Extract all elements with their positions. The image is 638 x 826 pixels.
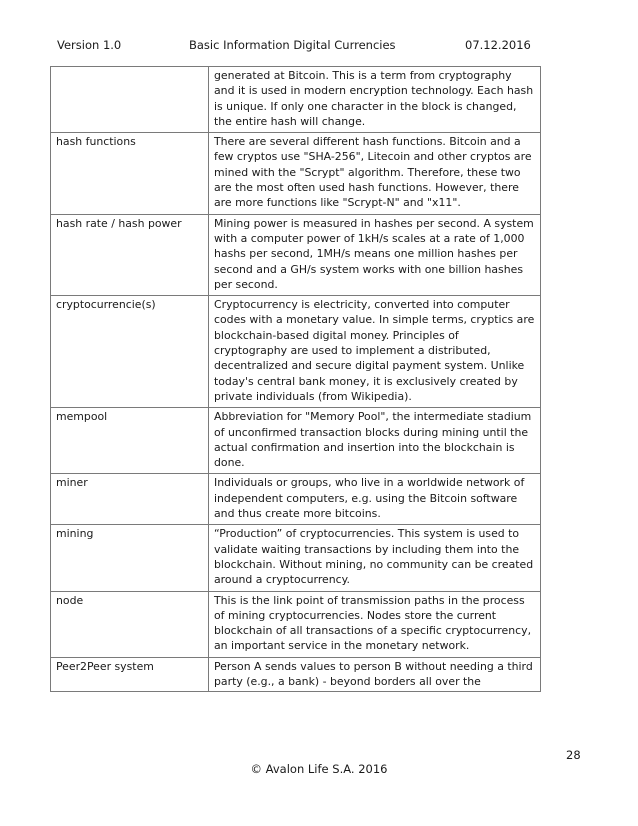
definition-cell: Cryptocurrency is electricity, converted into computer codes with a monetary value. In simple terms, cryptics are blockchain-based digital money. Principles of cryptography are used to implement a distributed, decentralized and secure digital payment system. Unlike today's central bank money, it is exclusively created by private individuals (from Wikipedia). [209,296,541,408]
definition-cell: Mining power is measured in hashes per second. A system with a computer power of 1kH/s scales at a rate of 1,000 hashs per second, 1MH/s means one million hashes per second and a GH/s system works with one billion hashes per second. [209,214,541,295]
table-row [51,591,541,657]
copyright-footer: © Avalon Life S.A. 2016 [250,762,388,776]
term-cell: mempool [51,408,209,474]
table-row [51,133,541,214]
table-row [51,525,541,591]
term-cell: Peer2Peer system [51,657,209,691]
definition-cell: “Production” of cryptocurrencies. This system is used to validate waiting transactions by including them into the blockchain. Without mining, no community can be created around a cryptocurrency. [209,525,541,591]
term-cell: miner [51,474,209,525]
table-row [51,214,541,295]
definition-cell: There are several different hash functions. Bitcoin and a few cryptos use "SHA-256", Litecoin and other cryptos are mined with the "Scrypt" algorithm. Therefore, these two are the most often used hash functions. However, there are more functions like "Scrypt-N" and "x11". [209,133,541,214]
table-row [51,67,541,133]
page-number: 28 [566,748,581,762]
table-row [51,296,541,408]
document-date: 07.12.2016 [465,38,531,52]
definition-cell: This is the link point of transmission paths in the process of mining cryptocurrencies. Nodes store the current blockchain of all transactions of a specific cryptocurrency, an important service in the monetary network. [209,591,541,657]
glossary-table [50,66,541,692]
definition-text: Person A sends values to person B without needing a third party (e.g., a bank) - beyond borders all over the [214,659,533,688]
term-cell: hash rate / hash power [51,214,209,295]
version-label: Version 1.0 [57,38,122,52]
document-title: Basic Information Digital Currencies [189,38,396,52]
term-cell: node [51,591,209,657]
definition-cell: Abbreviation for "Memory Pool", the intermediate stadium of unconfirmed transaction blocks during mining until the actual confirmation and insertion into the blockchain is done. [209,408,541,474]
definition-cell: generated at Bitcoin. This is a term from cryptography and it is used in modern encryption technology. Each hash is unique. If only one character in the block is changed, the entire hash will change. [209,67,541,133]
term-cell: hash functions [51,133,209,214]
term-cell: cryptocurrencie(s) [51,296,209,408]
term-cell: mining [51,525,209,591]
page-header [0,38,638,54]
term-cell [51,67,209,133]
table-row [51,408,541,474]
definition-cell [209,657,541,691]
definition-cell: Individuals or groups, who live in a worldwide network of independent computers, e.g. using the Bitcoin software and thus create more bitcoins. [209,474,541,525]
table-row [51,657,541,691]
table-row [51,474,541,525]
